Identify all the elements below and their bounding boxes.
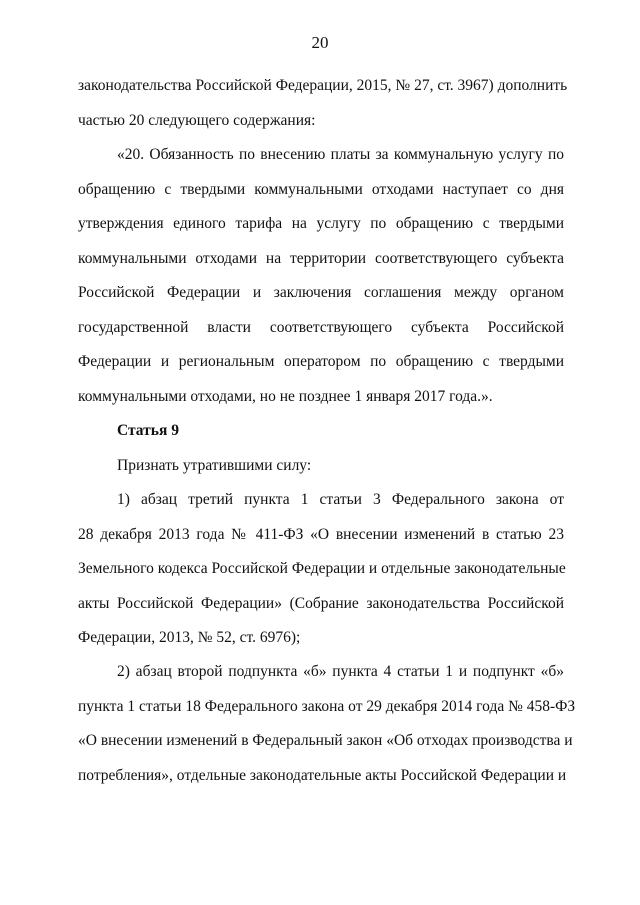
text-line: Федерации, 2013, № 52, ст. 6976); bbox=[78, 629, 301, 646]
text-line: законодательства Российской Федерации, 2015, № 27, ст. 3967) дополнить bbox=[78, 77, 568, 94]
text-line: пункта 1 статьи 18 Федерального закона от 29 декабря 2014 года № 458-ФЗ bbox=[78, 697, 576, 715]
text-line: утверждения единого тарифа на услугу по обращению с твердыми bbox=[78, 215, 564, 232]
text-line: Федерации и региональным оператором по обращению с твердыми bbox=[78, 353, 564, 370]
list-item bbox=[78, 483, 564, 656]
text-line: 1) абзац третий пункта 1 статьи 3 Федерального закона от bbox=[117, 491, 564, 508]
article-section bbox=[78, 414, 564, 483]
text-line: коммунальными отходами на территории соответствующего субъекта bbox=[78, 249, 564, 267]
quoted-paragraph bbox=[78, 138, 564, 414]
text-line: 2) абзац второй подпункта «б» пункта 4 статьи 1 и подпункт «б» bbox=[117, 663, 564, 680]
text-line: «20. Обязанность по внесению платы за коммунальную услугу по bbox=[117, 146, 564, 163]
intro-paragraph bbox=[78, 69, 568, 138]
page-number: 20 bbox=[311, 33, 329, 52]
list-item bbox=[78, 655, 576, 793]
article-heading: Статья 9 bbox=[117, 422, 179, 439]
text-line: государственной власти соответствующего субъекта Российской bbox=[78, 318, 564, 336]
text-line: Российской Федерации и заключения соглашения между органом bbox=[78, 284, 564, 301]
text-line: потребления», отдельные законодательные акты Российской Федерации и bbox=[78, 766, 567, 784]
text-line: Земельного кодекса Российской Федерации и отдельные законодательные bbox=[78, 560, 566, 577]
text-line: 28 декабря 2013 года № 411-ФЗ «О внесении изменений в статью 23 bbox=[78, 525, 564, 543]
text-line: частью 20 следующего содержания: bbox=[78, 111, 316, 129]
text-line: обращению с твердыми коммунальными отходами наступает со дня bbox=[78, 180, 564, 198]
text-line: «О внесении изменений в Федеральный закон «Об отходах производства и bbox=[78, 732, 573, 749]
text-line: акты Российской Федерации» (Собрание законодательства Российской bbox=[78, 594, 564, 612]
text-line: коммунальными отходами, но не позднее 1 января 2017 года.». bbox=[78, 387, 493, 405]
article-lead: Признать утратившими силу: bbox=[117, 456, 312, 474]
